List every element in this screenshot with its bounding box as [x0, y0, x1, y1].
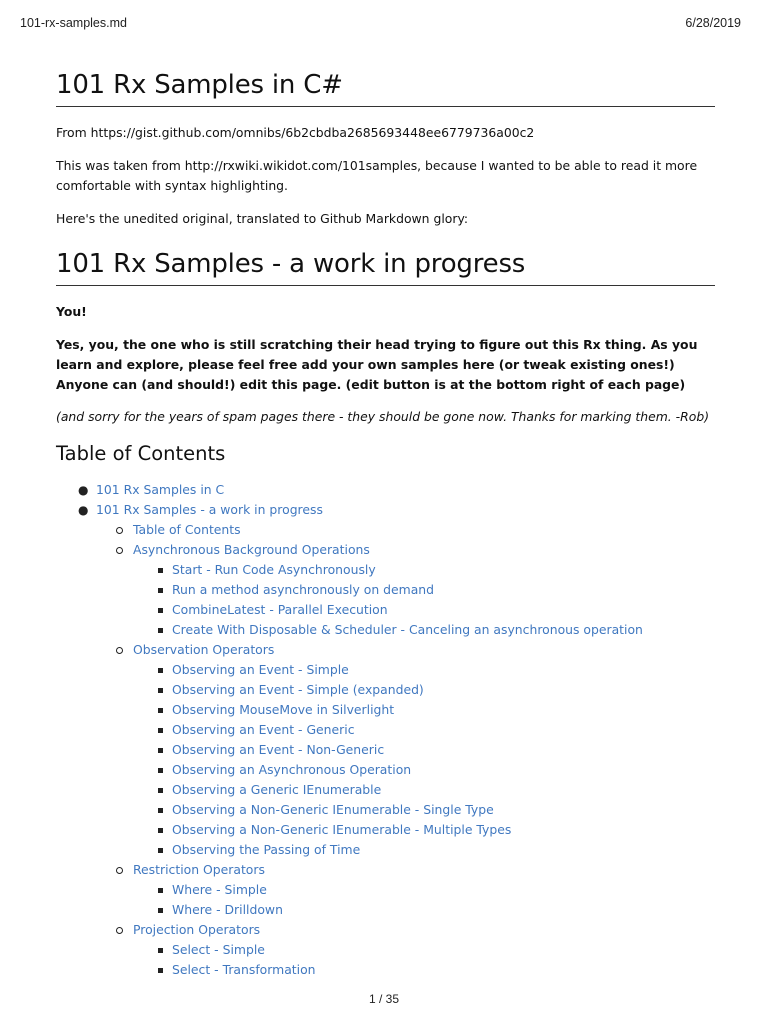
toc-link[interactable]: Restriction Operators — [133, 862, 265, 877]
toc-item — [56, 700, 736, 720]
toc-item — [56, 880, 736, 900]
bullet-disc-icon: ● — [78, 483, 89, 497]
toc-link[interactable]: CombineLatest - Parallel Execution — [172, 602, 388, 617]
toc-link[interactable]: Observing MouseMove in Silverlight — [172, 702, 395, 717]
bullet-circle-icon — [116, 867, 123, 874]
toc-item — [56, 600, 736, 620]
toc-item — [56, 860, 736, 880]
bullet-square-icon — [158, 948, 163, 953]
you-paragraph: You! — [56, 304, 87, 319]
toc-item — [56, 820, 736, 840]
table-of-contents — [56, 480, 736, 980]
unedited-paragraph: Here's the unedited original, translated to Github Markdown glory: — [56, 211, 469, 226]
bullet-circle-icon — [116, 547, 123, 554]
print-header — [12, 12, 756, 32]
bullet-square-icon — [158, 628, 163, 633]
toc-item — [56, 620, 736, 640]
toc-link[interactable]: Where - Drilldown — [172, 902, 283, 917]
toc-item — [56, 560, 736, 580]
bullet-square-icon — [158, 828, 163, 833]
toc-item — [56, 900, 736, 920]
header-date: 6/28/2019 — [685, 16, 741, 30]
toc-link[interactable]: Asynchronous Background Operations — [133, 542, 370, 557]
toc-link[interactable]: Select - Simple — [172, 942, 265, 957]
toc-item — [56, 780, 736, 800]
toc-link[interactable]: Observation Operators — [133, 642, 275, 657]
toc-link[interactable]: Table of Contents — [133, 522, 241, 537]
toc-item — [56, 960, 736, 980]
bullet-square-icon — [158, 908, 163, 913]
toc-item — [56, 760, 736, 780]
toc-item — [56, 640, 736, 660]
toc-link[interactable]: Observing an Event - Simple — [172, 662, 349, 677]
toc-item — [56, 720, 736, 740]
section-title: 101 Rx Samples - a work in progress — [56, 249, 715, 286]
toc-link[interactable]: Observing the Passing of Time — [172, 842, 361, 857]
toc-heading: Table of Contents — [56, 442, 226, 465]
toc-link[interactable]: 101 Rx Samples - a work in progress — [96, 502, 323, 517]
toc-link[interactable]: Observing an Event - Simple (expanded) — [172, 682, 424, 697]
toc-link[interactable]: Start - Run Code Asynchronously — [172, 562, 376, 577]
toc-link[interactable]: Observing a Generic IEnumerable — [172, 782, 382, 797]
bullet-square-icon — [158, 768, 163, 773]
bullet-square-icon — [158, 668, 163, 673]
toc-link[interactable]: Run a method asynchronously on demand — [172, 582, 435, 597]
toc-link[interactable]: Observing an Event - Generic — [172, 722, 355, 737]
bullet-square-icon — [158, 888, 163, 893]
toc-link[interactable]: Projection Operators — [133, 922, 261, 937]
yes-paragraph: Yes, you, the one who is still scratching their head trying to figure out this Rx thing. As you learn and explore, please feel free add your own samples here (or tweak existing ones!) Anyone can (and should!) edit this page. (edit button is at the bottom right of each page) — [56, 337, 698, 392]
page-title: 101 Rx Samples in C# — [56, 70, 715, 107]
toc-item — [56, 800, 736, 820]
toc-item — [56, 480, 736, 500]
source-paragraph: From https://gist.github.com/omnibs/6b2cbdba2685693448ee6779736a00c2 — [56, 125, 535, 140]
origin-paragraph: This was taken from http://rxwiki.wikidot.com/101samples, because I wanted to be able to read it more comfortable with syntax highlighting. — [56, 158, 698, 193]
bullet-square-icon — [158, 748, 163, 753]
bullet-square-icon — [158, 848, 163, 853]
toc-item — [56, 580, 736, 600]
toc-link[interactable]: Create With Disposable & Scheduler - Canceling an asynchronous operation — [172, 622, 643, 637]
bullet-square-icon — [158, 568, 163, 573]
bullet-square-icon — [158, 688, 163, 693]
bullet-square-icon — [158, 608, 163, 613]
toc-link[interactable]: Observing an Event - Non-Generic — [172, 742, 385, 757]
bullet-square-icon — [158, 968, 163, 973]
bullet-square-icon — [158, 708, 163, 713]
toc-item — [56, 520, 736, 540]
toc-item — [56, 740, 736, 760]
bullet-square-icon — [158, 788, 163, 793]
toc-link[interactable]: Observing a Non-Generic IEnumerable - Single Type — [172, 802, 494, 817]
bullet-circle-icon — [116, 527, 123, 534]
toc-item — [56, 940, 736, 960]
bullet-square-icon — [158, 728, 163, 733]
toc-link[interactable]: 101 Rx Samples in C — [96, 482, 225, 497]
page-number: 1 / 35 — [368, 992, 400, 1006]
sorry-paragraph: (and sorry for the years of spam pages there - they should be gone now. Thanks for marking them. -Rob) — [56, 409, 710, 424]
toc-item — [56, 540, 736, 560]
toc-link[interactable]: Where - Simple — [172, 882, 267, 897]
bullet-disc-icon: ● — [78, 503, 89, 517]
toc-link[interactable]: Observing an Asynchronous Operation — [172, 762, 412, 777]
toc-item — [56, 920, 736, 940]
toc-link[interactable]: Observing a Non-Generic IEnumerable - Multiple Types — [172, 822, 512, 837]
toc-item — [56, 680, 736, 700]
bullet-square-icon — [158, 588, 163, 593]
bullet-square-icon — [158, 808, 163, 813]
bullet-circle-icon — [116, 647, 123, 654]
toc-item — [56, 500, 736, 520]
toc-link[interactable]: Select - Transformation — [172, 962, 316, 977]
toc-item — [56, 660, 736, 680]
toc-item — [56, 840, 736, 860]
header-filename: 101-rx-samples.md — [20, 16, 127, 30]
bullet-circle-icon — [116, 927, 123, 934]
